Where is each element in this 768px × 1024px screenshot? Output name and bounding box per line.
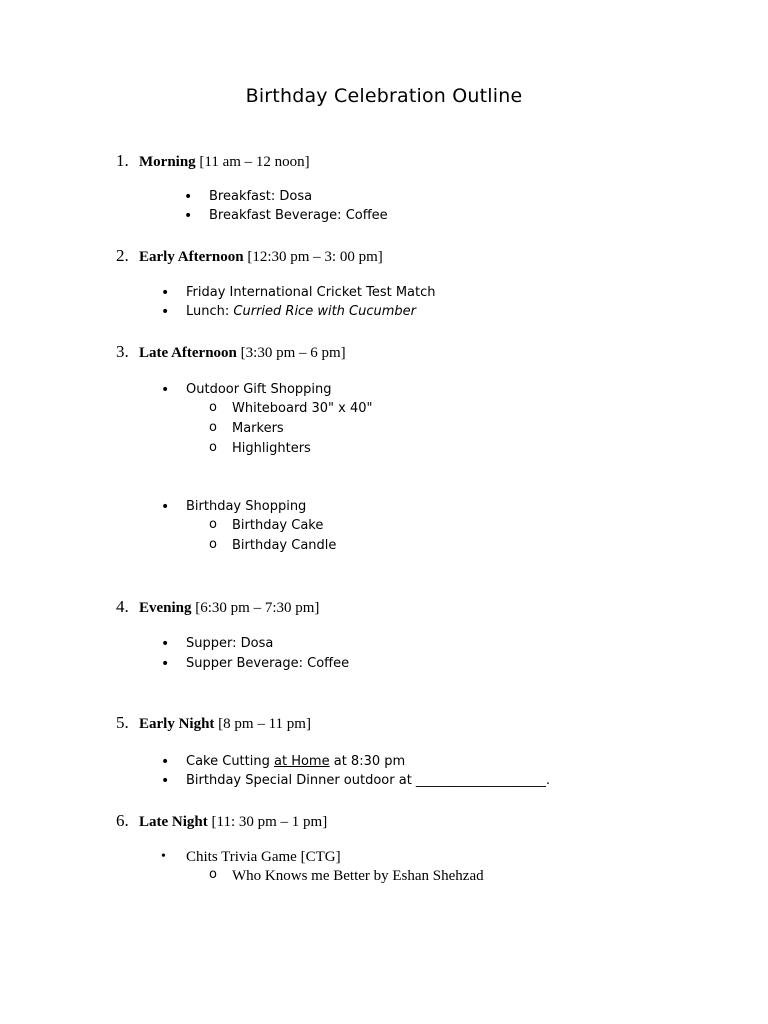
list-item: • Chits Trivia Game [CTG] <box>161 849 341 865</box>
bullet-marker: • <box>161 499 170 515</box>
section-late-night <box>116 811 327 831</box>
list-item: • Friday International Cricket Test Match <box>161 285 436 301</box>
list-item: • Supper: Dosa <box>161 636 274 652</box>
sub-bullet-marker: o <box>209 400 217 415</box>
sub-bullet-marker: o <box>209 517 217 532</box>
section-heading: Early Night <box>139 716 215 732</box>
list-item: • Breakfast Beverage: Coffee <box>184 208 388 224</box>
sub-list-item: o Whiteboard 30" x 40" <box>209 400 373 416</box>
section-late-afternoon <box>116 342 346 362</box>
section-number: 3. <box>116 342 129 361</box>
section-heading: Evening <box>139 600 192 616</box>
section-heading: Early Afternoon <box>139 249 244 265</box>
sub-bullet-marker: o <box>209 420 217 435</box>
section-heading: Late Night <box>139 814 208 830</box>
section-heading: Morning <box>139 154 196 170</box>
section-time: [8 pm – 11 pm] <box>218 716 311 732</box>
bullet-marker: • <box>161 382 170 398</box>
sub-bullet-marker: o <box>209 440 217 455</box>
bullet-marker: • <box>161 754 170 770</box>
section-number: 4. <box>116 597 129 616</box>
section-heading: Late Afternoon <box>139 345 237 361</box>
bullet-marker: • <box>161 849 166 864</box>
section-number: 6. <box>116 811 129 830</box>
section-morning <box>116 151 310 171</box>
section-evening <box>116 597 319 617</box>
list-item: • Outdoor Gift Shopping <box>161 382 332 398</box>
list-item: • Lunch: Curried Rice with Cucumber <box>161 304 417 320</box>
sub-bullet-marker: o <box>209 537 217 552</box>
bullet-marker: • <box>161 656 170 672</box>
section-time: [11: 30 pm – 1 pm] <box>211 814 328 830</box>
list-item: • Supper Beverage: Coffee <box>161 656 350 672</box>
section-number: 2. <box>116 246 129 265</box>
section-early-afternoon <box>116 246 383 266</box>
list-item: • Breakfast: Dosa <box>184 189 313 205</box>
section-time: [6:30 pm – 7:30 pm] <box>195 600 320 616</box>
section-time: [12:30 pm – 3: 00 pm] <box>247 249 383 265</box>
section-early-night <box>116 713 311 733</box>
section-number: 1. <box>116 151 129 170</box>
section-time: [11 am – 12 noon] <box>199 154 310 170</box>
bullet-marker: • <box>184 208 193 224</box>
sub-bullet-marker: o <box>209 867 217 882</box>
sub-list-item: o Highlighters <box>209 440 311 456</box>
bullet-marker: • <box>161 304 170 320</box>
bullet-marker: • <box>161 636 170 652</box>
list-item: • Cake Cutting at Home at 8:30 pm <box>161 754 406 770</box>
bullet-marker: • <box>161 285 170 301</box>
list-item: • Birthday Shopping <box>161 499 307 515</box>
list-item: • Birthday Special Dinner outdoor at ____________________. <box>161 773 551 789</box>
underlined-location: at Home <box>274 754 330 769</box>
sub-list-item: o Birthday Cake <box>209 517 324 533</box>
section-number: 5. <box>116 713 129 732</box>
bullet-marker: • <box>161 773 170 789</box>
sub-list-item: o Markers <box>209 420 284 436</box>
section-time: [3:30 pm – 6 pm] <box>240 345 346 361</box>
sub-list-item: o Birthday Candle <box>209 537 337 553</box>
sub-list-item: o Who Knows me Better by Eshan Shehzad <box>209 867 484 884</box>
lunch-dish: Curried Rice with Cucumber <box>233 304 417 319</box>
bullet-marker: • <box>184 189 193 205</box>
document-title: Birthday Celebration Outline <box>245 85 523 107</box>
